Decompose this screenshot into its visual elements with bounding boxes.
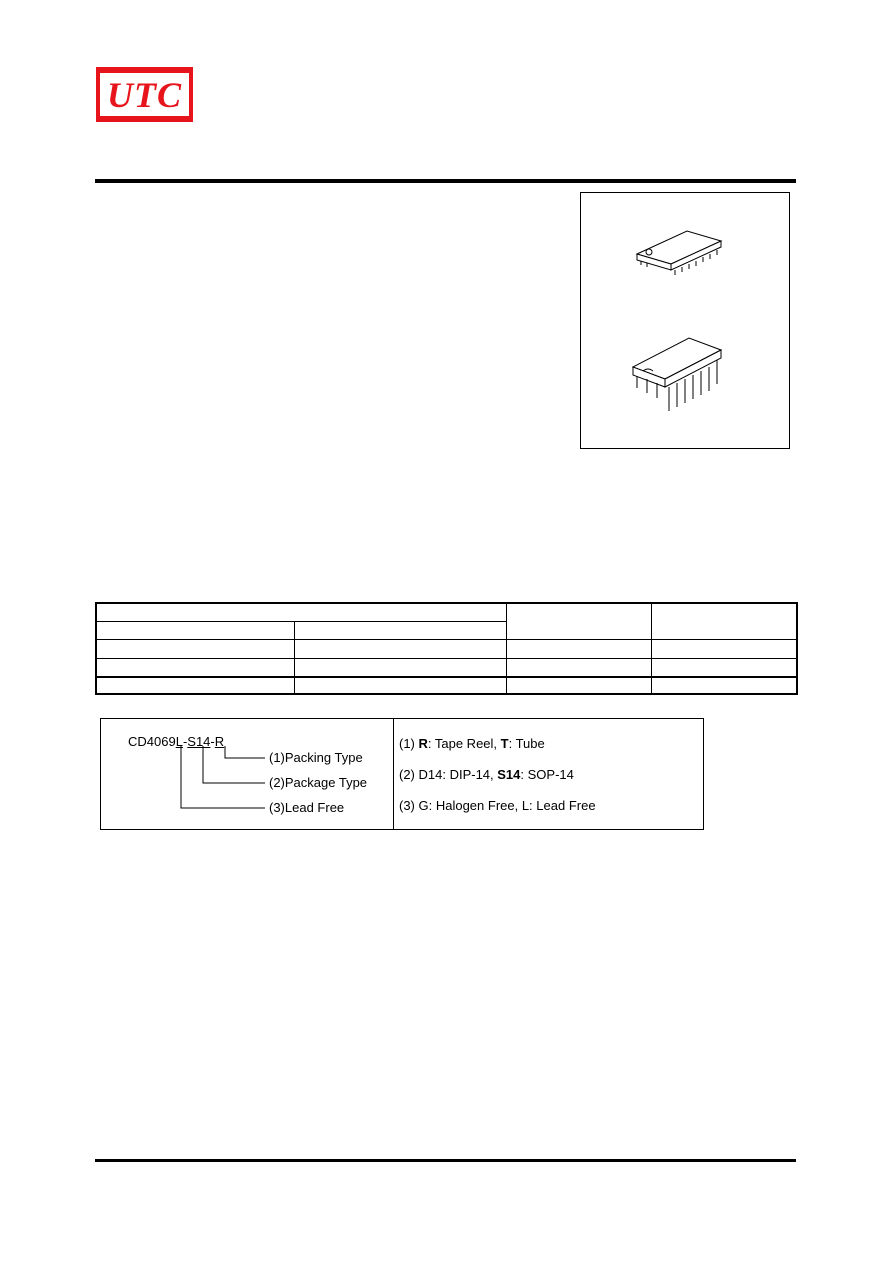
desc-text: (3) G: Halogen Free, L: Lead Free (399, 798, 596, 813)
part-number-package: S14 (187, 734, 211, 749)
table-cell (651, 639, 797, 658)
desc-text: (2) D14: DIP-14, (399, 767, 498, 782)
desc-key: S14 (497, 767, 521, 782)
logo-text: UTC (107, 74, 182, 115)
desc-key: R (418, 736, 428, 751)
decoder-leader-lines (101, 719, 393, 829)
table-cell (294, 658, 506, 677)
sop-14-chip-icon (637, 231, 721, 275)
desc-text: (1) (399, 736, 419, 751)
footer-rule (95, 1159, 796, 1162)
desc-text: : Tube (508, 736, 545, 751)
table-row (96, 677, 797, 694)
header-rule (95, 179, 796, 183)
table-cell (506, 658, 651, 677)
packing-type-label: (1)Packing Type (269, 750, 363, 765)
part-number-sep: - (182, 734, 188, 749)
table-header-cell (506, 603, 651, 639)
ordering-information-table (95, 602, 798, 695)
package-description (399, 767, 574, 782)
lead-description (399, 798, 596, 813)
package-drawings (581, 193, 791, 450)
table-cell (651, 677, 797, 694)
dip-14-chip-icon (633, 338, 721, 411)
lead-free-label: (3)Lead Free (269, 800, 345, 815)
part-number-sep: - (210, 734, 215, 749)
table-cell (651, 658, 797, 677)
table-header-cell (96, 621, 294, 639)
part-number-prefix: CD4069 (128, 734, 176, 749)
desc-text: : Tape Reel, (427, 736, 501, 751)
desc-key: T (500, 736, 509, 751)
part-number-decoder (100, 718, 704, 830)
table-cell (294, 677, 506, 694)
packing-description (399, 736, 545, 751)
table-header-cell (294, 621, 506, 639)
table-cell (96, 677, 294, 694)
table-row (96, 658, 797, 677)
table-header-cell (651, 603, 797, 639)
utc-logo (96, 67, 193, 122)
table-header-cell (96, 603, 506, 621)
package-illustration-box (580, 192, 790, 449)
table-cell (294, 639, 506, 658)
desc-text: : SOP-14 (520, 767, 574, 782)
table-cell (506, 639, 651, 658)
table-cell (96, 639, 294, 658)
decoder-divider (393, 719, 394, 829)
part-number-packing: R (214, 734, 225, 749)
table-cell (506, 677, 651, 694)
table-row (96, 639, 797, 658)
part-number-lead: L (175, 734, 183, 749)
table-cell (96, 658, 294, 677)
package-type-label: (2)Package Type (269, 775, 368, 790)
